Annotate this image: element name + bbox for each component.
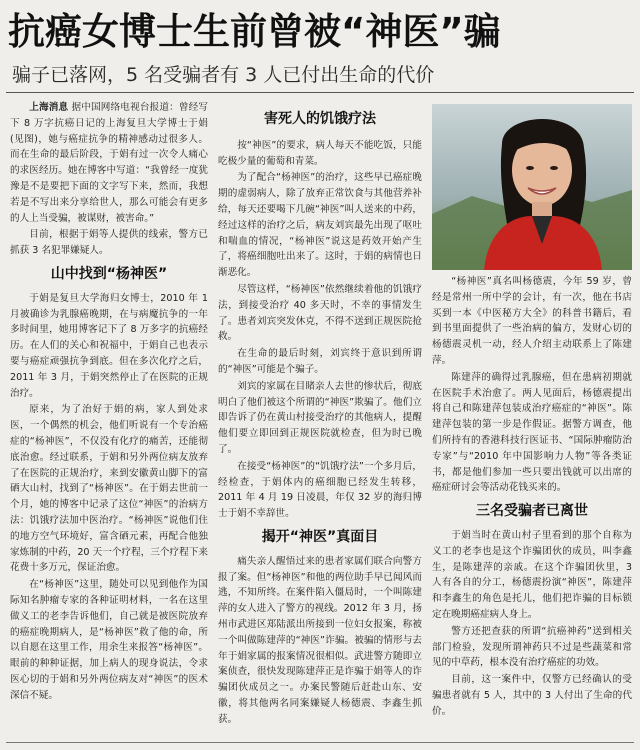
paragraph: “杨神医”真名叫杨德震，今年 59 岁，曾经是常州一所中学的会计，有一次，他在书店买到一本《中医秘方大全》的科普书籍后，看到书里面提供了一些治病的偏方，发财心切的杨德震灵机一动，经人介绍主动联系上了陈建萍。: [432, 276, 632, 366]
paragraph: 按“神医”的要求，病人每天不能吃饭，只能吃极少量的葡萄和青菜。: [218, 139, 422, 167]
section-title: 三名受骗者已离世: [476, 503, 588, 520]
footer-rule: [6, 742, 634, 743]
paragraph: 原来，为了治好于娟的病，家人到处求医，一个偶然的机会，他们听说有一个专治癌症的“杨神医”，不仅没有化疗的痛苦，还能彻底治愈。经过联系，于娟和另外两位病友放弃了在医院的正规治疗，来到安徽黄山脚下的富硒大山村，找到了“杨神医”。在于娟去世前一个月，她的博客中记录了这位“神医”的治病方法：饥饿疗法加中医治疗。“杨神医”说他们住的地方空气环境好，富含硒元素，再配合他独家炼制的中药，20 天一个疗程，三个疗程下来花费十多万元，保证治愈。: [10, 404, 208, 574]
paragraph: 尽管这样，“杨神医”依然继续着他的饥饿疗法，到接受治疗 40 多天时，不幸的事情发生了。患者刘宾突发休克，不得不送到正规医院抢救。: [218, 283, 422, 343]
section-title: 害死人的饥饿疗法: [264, 111, 376, 127]
paragraph: 目前，这一案件中，仅警方已经确认的受骗患者就有 5 人，其中的 3 人付出了生命的代价。: [432, 674, 632, 717]
article-column-2: [218, 104, 422, 744]
paragraph: 警方还把查获的所谓“抗癌神药”送到相关部门检验，发现所谓神药只不过是些蔬菜和常见的中草药，根本没有治疗癌症的功效。: [432, 625, 632, 669]
portrait-photo: [432, 104, 632, 270]
article-column-3: [432, 274, 632, 744]
paragraph: 于娟是复旦大学海归女博士，2010 年 1 月被确诊为乳腺癌晚期，在与病魔抗争的一年多时间里，她用博客记下了 8 万多字的抗癌经历。在人们的关心和祝福中，于娟自己也表示要与癌症顽强抗争到底。但在多次化疗之后，2011 年 3 月，于娟突然停止了在医院的正规治疗。: [10, 292, 208, 399]
portrait-photo-icon: [432, 104, 632, 270]
headline: 抗癌女博士生前曾被“神医”骗: [8, 10, 501, 53]
paragraph: 陈建萍的确得过乳腺癌，但在患病初期就在医院手术治愈了。两人见面后，杨德震提出将自己和陈建萍包装成治疗癌症的“神医”。陈建萍包装的第一步是作假证。据警方调查，他们所持有的香港科技行医证书、“国际肿瘤防治专家”与“2010 年中国影响力人物”等各类证书，都是他们参加一些只要出钱就可以出席的癌症研讨会等活动花钱买来的。: [432, 371, 632, 494]
dateline: 上海消息: [29, 102, 69, 113]
subheadline: 骗子已落网，5 名受骗者有 3 人已付出生命的代价: [12, 64, 435, 86]
paragraph: 在生命的最后时刻，刘宾终于意识到所谓的“神医”可能是个骗子。: [218, 348, 422, 375]
section-title: 山中找到“杨神医”: [50, 265, 168, 282]
paragraph: 目前，根据于娟等人提供的线索，警方已抓获 3 名犯罪嫌疑人。: [10, 229, 208, 257]
paragraph: 为了配合“杨神医”的治疗，这些早已癌症晚期的虚弱病人，除了放弃正常饮食与其他营养补给，每天还要喝下几碗“神医”叫人送来的中药，经过这样的治疗之后，病友刘宾最先出现了呕吐和喘血的情况，“杨神医”说这是药效开始产生了，将癌细胞吐出来了。这时，于娟的病情也日渐恶化。: [218, 172, 422, 279]
paragraph: 刘宾的家属在目睹亲人去世的惨状后，彻底明白了他们被这个所谓的“神医”欺骗了。他们立即告诉了仍在黄山村接受治疗的其他病人，提醒他们要立即回到正规医院就检查，但为时已晚了。: [218, 380, 422, 455]
header-rule: [6, 92, 634, 93]
paragraph: 在接受“杨神医”的“饥饿疗法”一个多月后，经检查，于娟体内的癌细胞已经发生转移，2011 年 4 月 19 日凌晨，年仅 32 岁的海归博士于娟不幸辞世。: [218, 460, 422, 520]
paragraph-text: 据中国网络电视台报道：曾经写下 8 万字抗癌日记的上海复旦大学博士于娟(见图)，她与癌症抗争的精神感动过很多人。而在生命的最后阶段，于娟有过一次令人痛心的求医经历。她在博客中写道：“我曾经一度犹豫是不是要把下面的文字写下来，然而，我想若是不写出来分享给世人，那么可能会有更多的人上当受骗，被谋财，被害命。”: [10, 102, 208, 224]
paragraph: [10, 100, 208, 226]
paragraph: 于娟当时在黄山村子里看到的那个自称为义工的老李也是这个诈骗团伙的成员，叫李鑫生，是陈建萍的亲戚。在这个诈骗团伙里，3 人有各自的分工，杨德震扮演“神医”，陈建萍和李鑫生的角色是托儿，他们把诈骗的目标锁定在晚期癌症病人身上。: [432, 529, 632, 620]
section-title: 揭开“神医”真面目: [261, 528, 379, 545]
paragraph: 痛失亲人醒悟过来的患者家属们联合向警方报了案。但“杨神医”和他的两位助手早已闻风而逃，不知所终。在案件陷入僵局时，一个叫陈建萍的女人进入了警方的视线。2012 年 3 月，扬州市武进区郑陆派出所接到一位妇女报案，称被一个叫做陈建萍的“神医”诈骗。被骗的情形与去年于娟家属的报案情况很相似。武进警方随即立案侦查，很快发现陈建萍正是诈骗于娟等人的诈骗团伙成员之一。办案民警随后赶赴山东、安徽，将其他两名同案嫌疑人杨德震、李鑫生抓获。: [218, 555, 422, 725]
article-column-1: [10, 100, 208, 744]
paragraph: 在“杨神医”这里，随处可以见到他作为国际知名肿瘤专家的各种证明材料，一名在这里做义工的老李告诉他们，自己就是被医院放弃的癌症晚期病人，是“杨神医”救了他的命，所以自愿在这里工作，用余生来报答“杨神医”。眼前的种种证据，加上病人的现身说法，令求医心切的于娟和另外两位病友对“神医”的医术深信不疑。: [10, 579, 208, 701]
